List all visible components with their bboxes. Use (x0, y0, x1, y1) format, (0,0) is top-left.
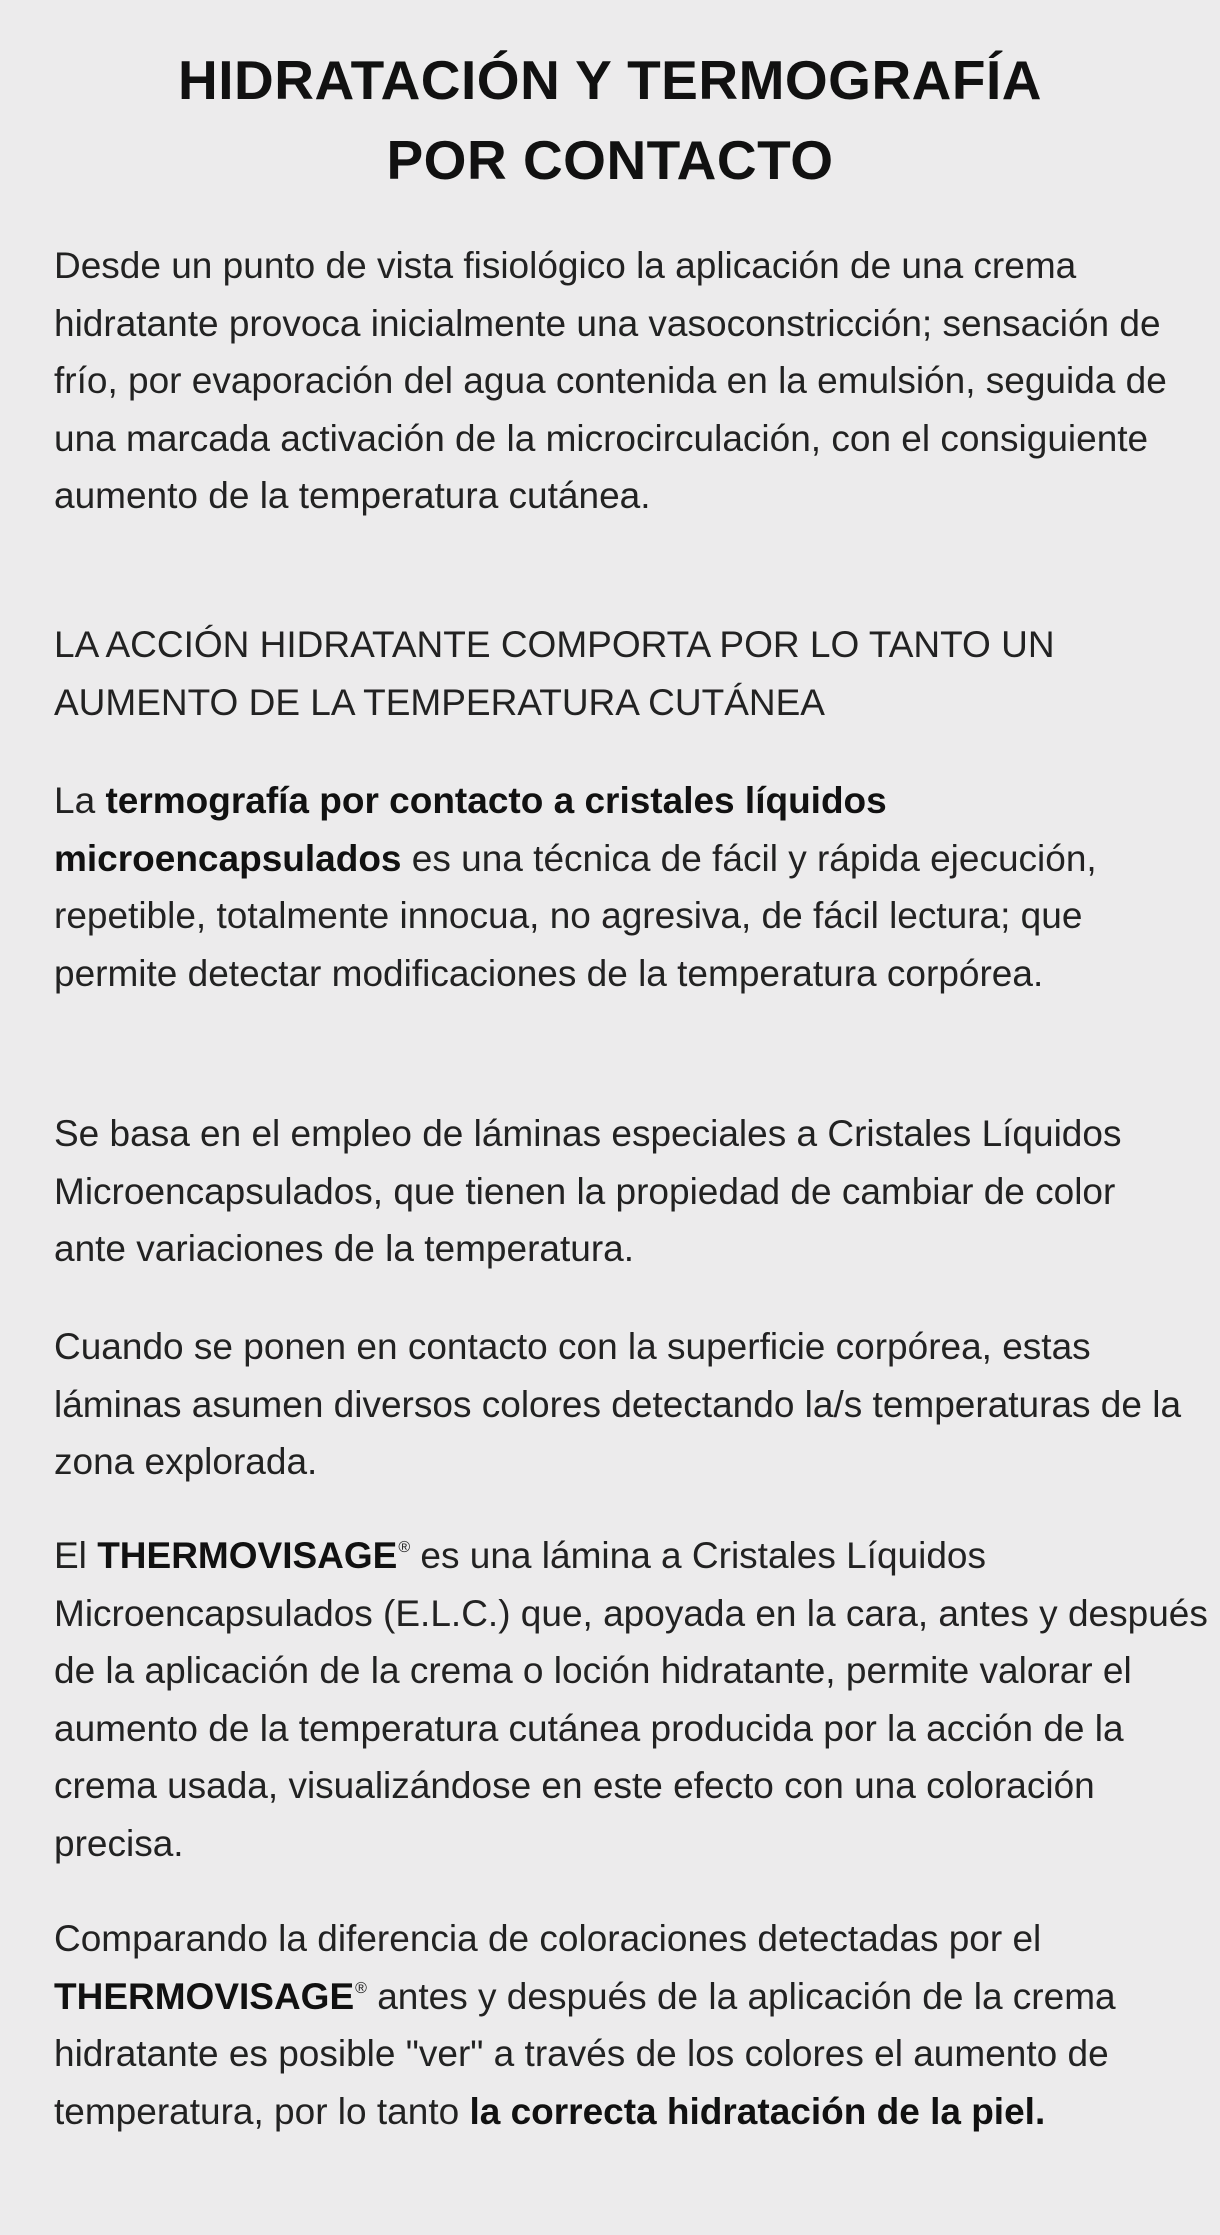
page-title (0, 40, 1220, 200)
p7-bold: la correcta hidratación de la piel. (469, 2090, 1046, 2132)
p7-mid: antes y después de la aplicación de la crema hidratante es posible "ver" a través de los colores el aumento de temperatura, por lo tanto (54, 1975, 1116, 2132)
p6-pre: El (54, 1535, 98, 1576)
title-line-2: POR CONTACTO (386, 129, 834, 191)
p6-post: es una lámina a Cristales Líquidos Microencapsulados (E.L.C.) que, apoyada en la cara, antes y después de la aplicación de la crema o loción hidratante, permite valorar el aumento de la temperatura cutánea producida por la acción de la crema usada, visualizándose en este efecto con una coloración precisa. (54, 1535, 1208, 1864)
p7-pre: Comparando la diferencia de coloraciones detectadas por el (54, 1918, 1042, 1959)
p7-registered-mark: ® (355, 1979, 367, 1997)
p3-pre: La (54, 780, 106, 821)
p6-brand: THERMOVISAGE (97, 1535, 398, 1576)
paragraph-1: Desde un punto de vista fisiológico la aplicación de una crema hidratante provoca inicialmente una vasoconstricción; sensación de frío, por evaporación del agua contenida en la emulsión, seguida de una marcada activación de la microcirculación, con el consiguiente aumento de la temperatura cutánea. (54, 245, 1167, 516)
p3-post: es una técnica de fácil y rápida ejecución, repetible, totalmente innocua, no agresiva, de fácil lectura; que permite detectar modificaciones de la temperatura corpórea. (54, 837, 1097, 994)
paragraph-5: Cuando se ponen en contacto con la superficie corpórea, estas láminas asumen diversos colores detectando la/s temperaturas de la zona explorada. (54, 1326, 1182, 1482)
p6-registered-mark: ® (398, 1539, 411, 1556)
p3-bold: termografía por contacto a cristales líquidos microencapsulados (54, 780, 887, 879)
paragraph-6 (54, 1527, 1219, 1872)
paragraph-7 (54, 1910, 1219, 2140)
paragraph-2-caps: LA ACCIÓN HIDRATANTE COMPORTA POR LO TANTO UN AUMENTO DE LA TEMPERATURA CUTÁNEA (54, 624, 1055, 723)
paragraph-4: Se basa en el empleo de láminas especiales a Cristales Líquidos Microencapsulados, que tienen la propiedad de cambiar de color ante variaciones de la temperatura. (54, 1113, 1122, 1269)
title-line-1: HIDRATACIÓN Y TERMOGRAFÍA (178, 49, 1042, 111)
paragraph-3 (54, 772, 1204, 1002)
p7-brand: THERMOVISAGE (54, 1975, 355, 2017)
